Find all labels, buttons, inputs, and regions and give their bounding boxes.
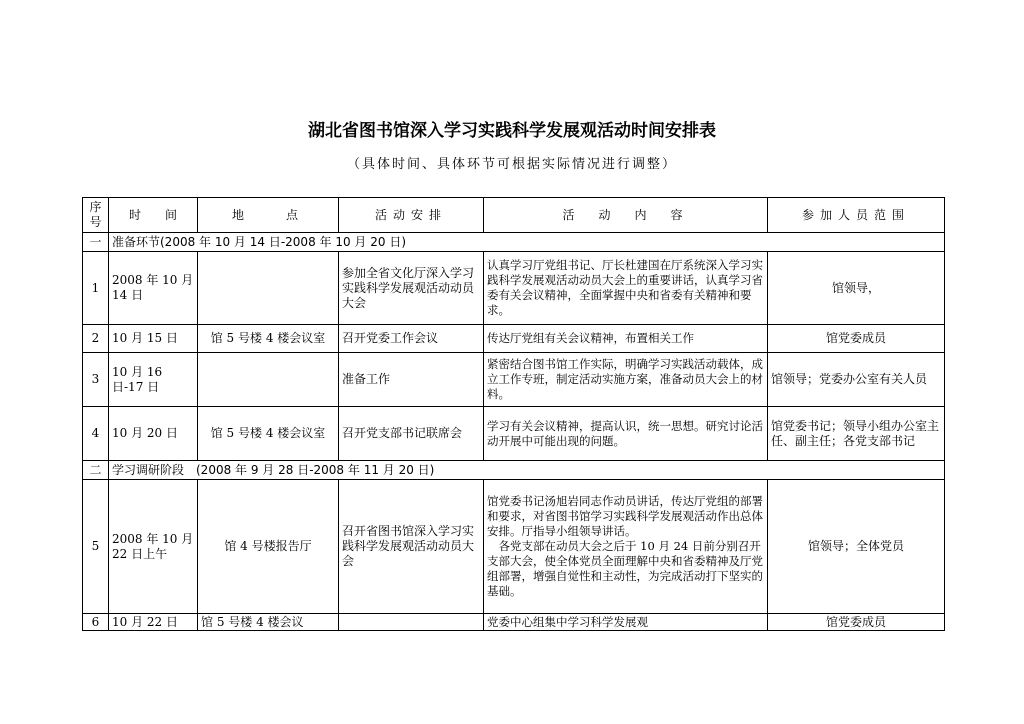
table-row xyxy=(83,252,945,325)
row-arrangement: 参加全省文化厅深入学习实践科学发展观活动动员大会 xyxy=(339,252,484,325)
row-seq: 1 xyxy=(83,252,109,325)
header-participants: 参加人员范围 xyxy=(768,198,945,233)
section-row xyxy=(83,461,945,480)
row-arrangement: 召开党支部书记联席会 xyxy=(339,407,484,461)
row-seq: 6 xyxy=(83,614,109,631)
row-arrangement xyxy=(339,614,484,631)
table-row xyxy=(83,407,945,461)
row-time: 10 月 20 日 xyxy=(109,407,198,461)
table-row xyxy=(83,325,945,353)
row-content: 学习有关会议精神，提高认识，统一思想。研究讨论活动开展中可能出现的问题。 xyxy=(484,407,768,461)
row-place: 馆 5 号楼 4 楼会议室 xyxy=(198,325,339,353)
row-seq: 5 xyxy=(83,480,109,614)
row-seq: 2 xyxy=(83,325,109,353)
row-place xyxy=(198,353,339,407)
row-arrangement: 召开党委工作会议 xyxy=(339,325,484,353)
row-place: 馆 5 号楼 4 楼会议 xyxy=(198,614,339,631)
row-place: 馆 4 号楼报告厅 xyxy=(198,480,339,614)
schedule-table xyxy=(82,197,945,631)
row-content: 认真学习厅党组书记、厅长杜建国在厅系统深入学习实践科学发展观活动动员大会上的重要讲话，认真学习省委有关会议精神，全面掌握中央和省委有关精神和要求。 xyxy=(484,252,768,325)
row-arrangement: 准备工作 xyxy=(339,353,484,407)
section-seq: 二 xyxy=(83,461,109,480)
row-arrangement: 召开省图书馆深入学习实践科学发展观活动动员大会 xyxy=(339,480,484,614)
table-row xyxy=(83,480,945,614)
row-time: 10 月 16 日-17 日 xyxy=(109,353,198,407)
row-participants: 馆领导；全体党员 xyxy=(768,480,945,614)
table-row xyxy=(83,614,945,631)
header-place: 地 点 xyxy=(198,198,339,233)
row-participants: 馆党委成员 xyxy=(768,325,945,353)
row-content: 党委中心组集中学习科学发展观 xyxy=(484,614,768,631)
section-label: 准备环节(2008 年 10 月 14 日-2008 年 10 月 20 日) xyxy=(109,233,945,252)
header-content: 活 动 内 容 xyxy=(484,198,768,233)
row-place xyxy=(198,252,339,325)
row-content: 紧密结合图书馆工作实际，明确学习实践活动载体，成立工作专班，制定活动实施方案，准备动员大会上的材料。 xyxy=(484,353,768,407)
header-arrangement: 活动安排 xyxy=(339,198,484,233)
row-participants: 馆领导， xyxy=(768,252,945,325)
table-header-row xyxy=(83,198,945,233)
section-seq: 一 xyxy=(83,233,109,252)
page-subtitle: （具体时间、具体环节可根据实际情况进行调整） xyxy=(346,157,677,172)
row-seq: 4 xyxy=(83,407,109,461)
row-content: 传达厅党组有关会议精神，布置相关工作 xyxy=(484,325,768,353)
header-seq: 序号 xyxy=(83,198,109,233)
row-participants: 馆党委成员 xyxy=(768,614,945,631)
row-time: 10 月 15 日 xyxy=(109,325,198,353)
row-time: 2008 年 10 月 22 日上午 xyxy=(109,480,198,614)
page-title: 湖北省图书馆深入学习实践科学发展观活动时间安排表 xyxy=(308,121,716,141)
row-place: 馆 5 号楼 4 楼会议室 xyxy=(198,407,339,461)
header-time: 时 间 xyxy=(109,198,198,233)
row-time: 2008 年 10 月 14 日 xyxy=(109,252,198,325)
row-content: 馆党委书记汤旭岩同志作动员讲话，传达厅党组的部署和要求，对省图书馆学习实践科学发展观活动作出总体安排。厅指导小组领导讲话。 各党支部在动员大会之后于 10 月 24 日前分别召开支部大会，使全体党员全面理解中央和省委精神及厅党组部署，增强自觉性和主动性，为完成活动打下坚实的基础。 xyxy=(484,480,768,614)
row-time: 10 月 22 日 xyxy=(109,614,198,631)
row-participants: 馆党委书记；领导小组办公室主任、副主任；各党支部书记 xyxy=(768,407,945,461)
section-label: 学习调研阶段 (2008 年 9 月 28 日-2008 年 11 月 20 日) xyxy=(109,461,945,480)
row-participants: 馆领导；党委办公室有关人员 xyxy=(768,353,945,407)
row-seq: 3 xyxy=(83,353,109,407)
table-row xyxy=(83,353,945,407)
section-row xyxy=(83,233,945,252)
